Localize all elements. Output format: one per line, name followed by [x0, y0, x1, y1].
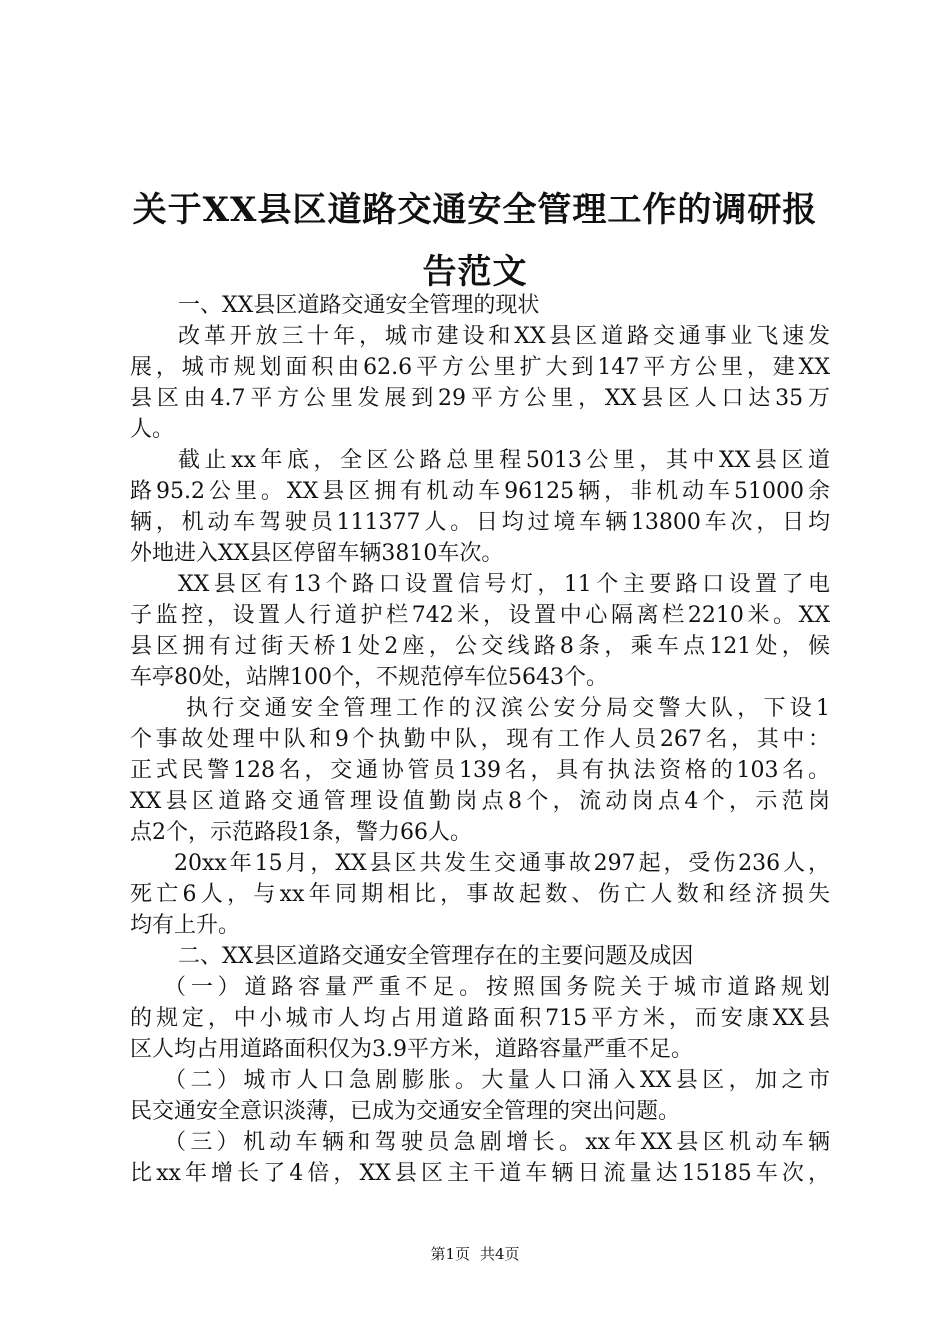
document-title-line-2: 告范文 — [422, 252, 528, 292]
body-line: 县区由4.7平方公里发展到29平方公里，XX县区人口达35万 — [130, 386, 830, 411]
body-line: 车亭80处，站牌100个，不规范停车位5643个。 — [130, 665, 608, 690]
body-line: 区人均占用道路面积仅为3.9平方米，道路容量严重不足。 — [130, 1037, 693, 1062]
body-line: 截止xx年底，全区公路总里程5013公里，其中XX县区道 — [178, 448, 830, 473]
body-line: 点2个，示范路段1条，警力66人。 — [130, 820, 472, 845]
body-line: （一）道路容量严重不足。按照国务院关于城市道路规划 — [164, 975, 830, 1000]
body-line: 外地进入XX县区停留车辆3810车次。 — [130, 541, 504, 566]
body-line: 的规定，中小城市人均占用道路面积715平方米，而安康XX县 — [130, 1006, 830, 1031]
body-line: 人。 — [130, 417, 175, 442]
page-footer — [0, 1244, 950, 1264]
section-heading-2: 二、XX县区道路交通安全管理存在的主要问题及成因 — [178, 944, 694, 969]
page-total: 共4页 — [480, 1245, 520, 1263]
body-line: 正式民警128名，交通协管员139名，具有执法资格的103名。 — [130, 758, 830, 783]
body-line: （二）城市人口急剧膨胀。大量人口涌入XX县区，加之市 — [164, 1068, 830, 1093]
body-line: 展，城市规划面积由62.6平方公里扩大到147平方公里，建XX — [130, 355, 830, 380]
body-line: XX县区道路交通管理设值勤岗点8个，流动岗点4个，示范岗 — [130, 789, 830, 814]
body-line: 辆，机动车驾驶员111377人。日均过境车辆13800车次，日均 — [130, 510, 830, 535]
body-line: 死亡6人，与xx年同期相比，事故起数、伤亡人数和经济损失 — [130, 882, 830, 907]
body-line: 民交通安全意识淡薄，已成为交通安全管理的突出问题。 — [130, 1099, 681, 1124]
body-line: 子监控，设置人行道护栏742米，设置中心隔离栏2210米。XX — [130, 603, 830, 628]
body-line: 路95.2公里。XX县区拥有机动车96125辆，非机动车51000余 — [130, 479, 830, 504]
document-body — [130, 290, 830, 1189]
section-heading-1: 一、XX县区道路交通安全管理的现状 — [178, 293, 540, 318]
body-line: 执行交通安全管理工作的汉滨公安分局交警大队，下设1 — [186, 696, 830, 721]
body-line: 20xx年15月，XX县区共发生交通事故297起，受伤236人， — [174, 851, 830, 876]
body-line: 改革开放三十年，城市建设和XX县区道路交通事业飞速发 — [178, 324, 830, 349]
body-line: 均有上升。 — [130, 913, 241, 938]
body-line: 个事故处理中队和9个执勤中队，现有工作人员267名，其中： — [130, 727, 830, 752]
body-line: （三）机动车辆和驾驶员急剧增长。xx年XX县区机动车辆 — [164, 1130, 830, 1155]
body-line: 比xx年增长了4倍，XX县区主干道车辆日流量达15185车次， — [130, 1161, 830, 1186]
body-line: XX县区有13个路口设置信号灯，11个主要路口设置了电 — [178, 572, 830, 597]
document-title-line-1: 关于XX县区道路交通安全管理工作的调研报 — [132, 190, 818, 230]
body-line: 县区拥有过街天桥1处2座，公交线路8条，乘车点121处，候 — [130, 634, 830, 659]
page-number: 第1页 — [430, 1245, 470, 1263]
